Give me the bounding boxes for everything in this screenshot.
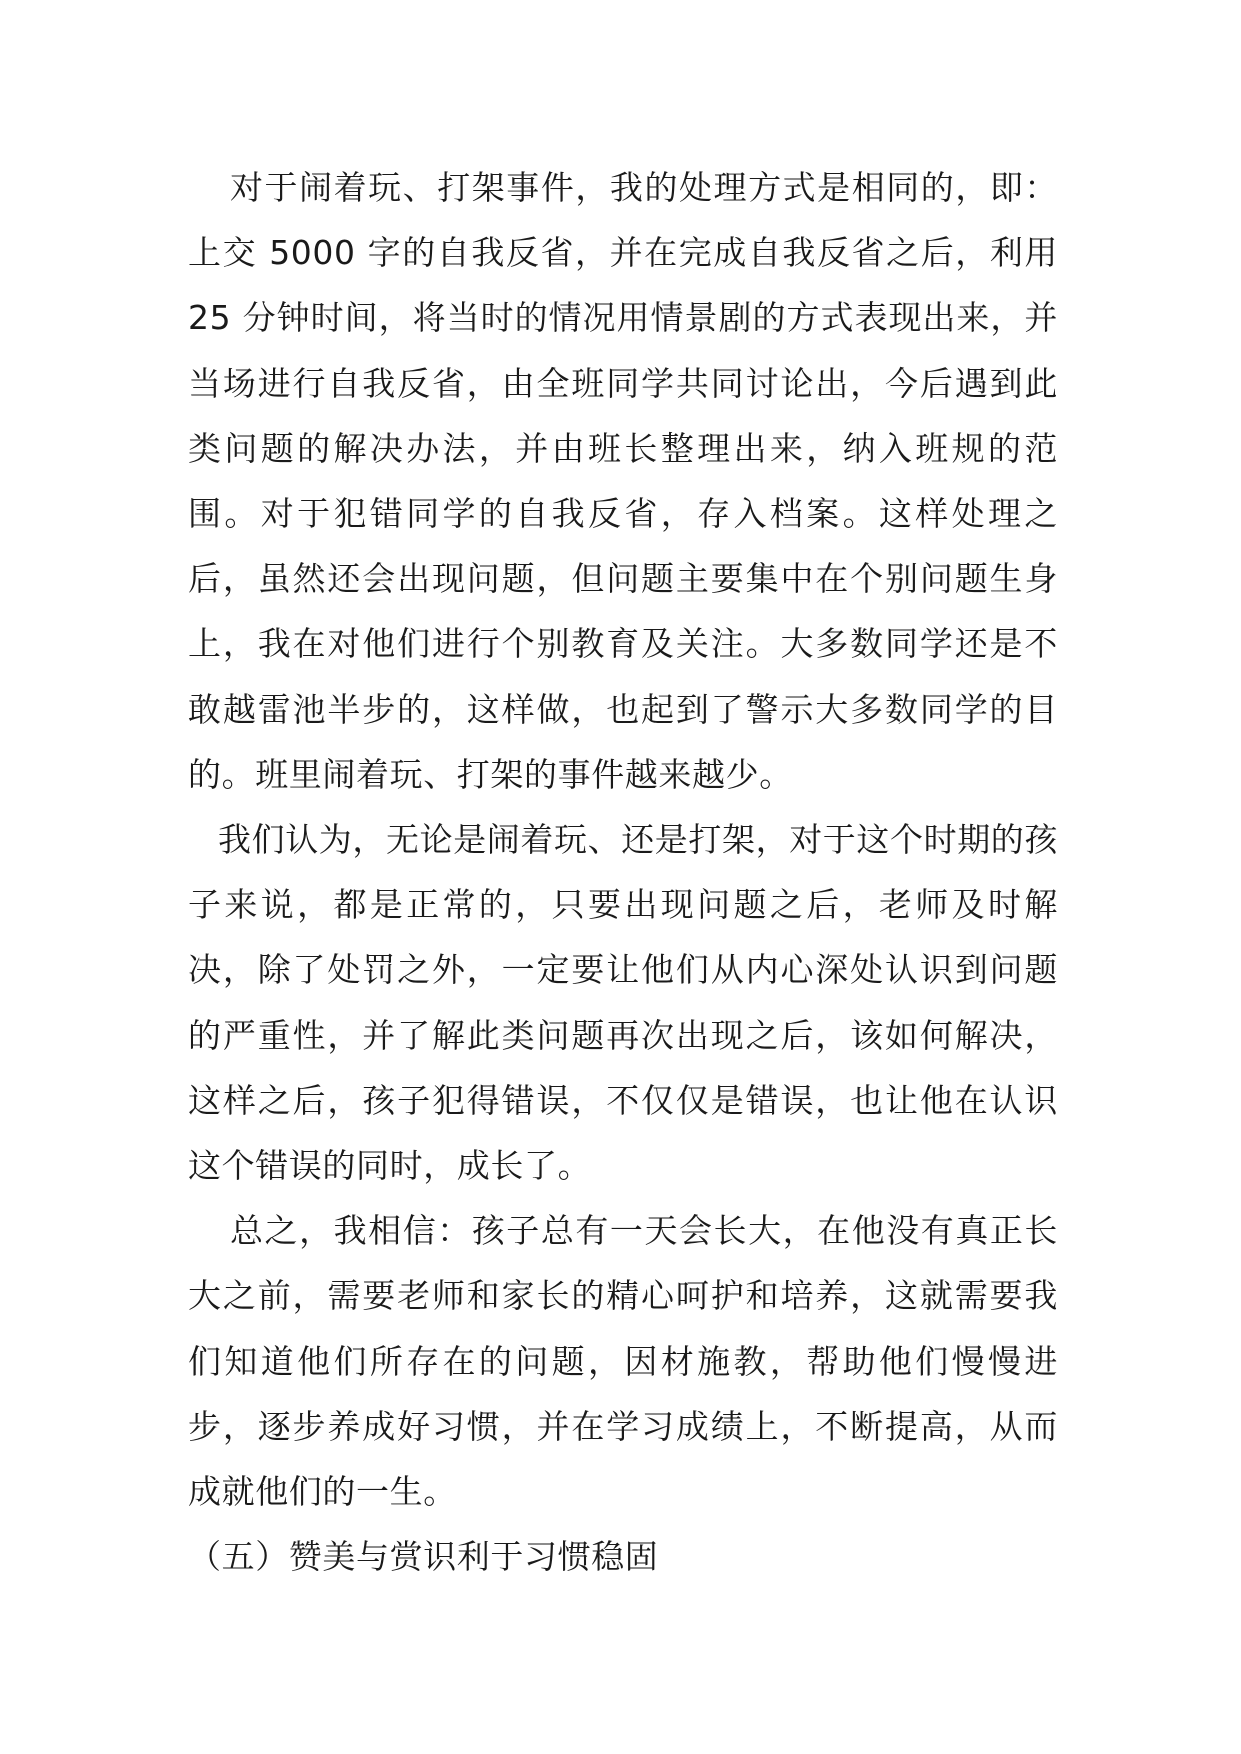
paragraph-conclusion: 总之，我相信：孩子总有一天会长大，在他没有真正长大之前，需要老师和家长的精心呵护和培养，这就需要我们知道他们所存在的问题，因材施教，帮助他们慢慢进步，逐步养成好习惯，并在学习成绩上，不断提高，从而成就他们的一生。 bbox=[188, 1211, 1058, 1512]
paragraph-our-view: 我们认为，无论是闹着玩、还是打架，对于这个时期的孩子来说，都是正常的，只要出现问题之后，老师及时解决，除了处罚之外，一定要让他们从内心深处认识到问题的严重性，并了解此类问题再次出现之后，该如何解决，这样之后，孩子犯得错误，不仅仅是错误，也让他在认识这个错误的同时，成长了。 bbox=[188, 820, 1058, 1186]
document-page bbox=[188, 155, 1058, 1589]
paragraph-handling-fights: 对于闹着玩、打架事件，我的处理方式是相同的，即：上交 5000 字的自我反省，并在完成自我反省之后，利用 25 分钟时间，将当时的情况用情景剧的方式表现出来，并当场进行自我反省，由全班同学共同讨论出，今后遇到此类问题的解决办法，并由班长整理出来，纳入班规的范围。对于犯错同学的自我反省，存入档案。这样处理之后，虽然还会出现问题，但问题主要集中在个别问题生身上，我在对他们进行个别教育及关注。大多数同学还是不敢越雷池半步的，这样做，也起到了警示大多数同学的目的。班里闹着玩、打架的事件越来越少。 bbox=[188, 168, 1058, 794]
section-heading: （五）赞美与赏识利于习惯稳固 bbox=[188, 1537, 659, 1577]
